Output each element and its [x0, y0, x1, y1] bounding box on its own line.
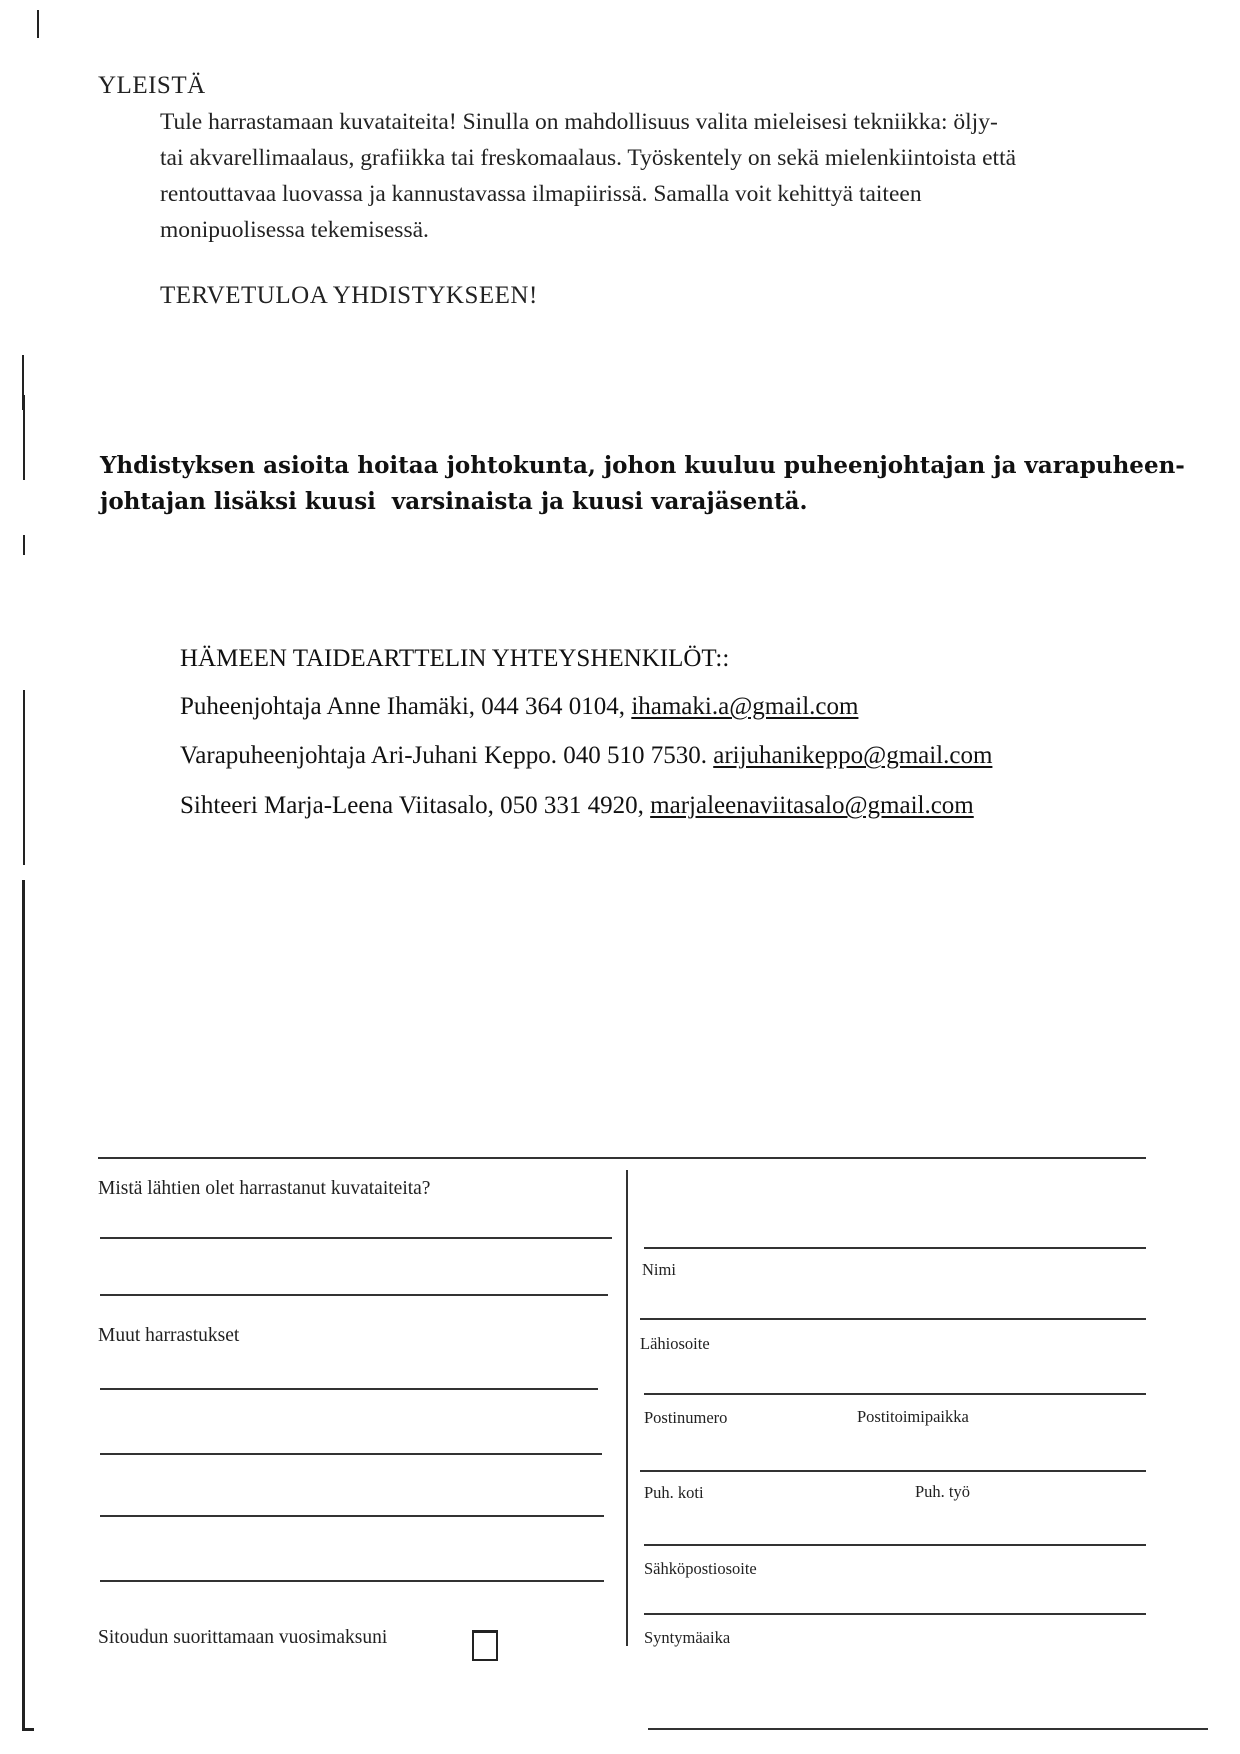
answer-line[interactable] [100, 1237, 612, 1239]
contact-chair [180, 693, 858, 721]
scan-edge-mark [23, 395, 25, 480]
answer-line[interactable] [100, 1294, 608, 1296]
phone-home-label: Puh. koti [644, 1483, 704, 1502]
scan-edge-mark [22, 1728, 34, 1731]
birthdate-line[interactable] [644, 1613, 1146, 1615]
general-paragraph [160, 104, 1200, 248]
board-info [100, 448, 1200, 520]
form-divider [626, 1170, 628, 1646]
contact-email-link[interactable]: arijuhanikeppo@gmail.com [713, 742, 993, 769]
answer-line[interactable] [100, 1388, 598, 1390]
birth-date-label: Syntymäaika [644, 1628, 731, 1647]
paragraph-line: rentouttavaa luovassa ja kannustavassa ilmapiirissä. Samalla voit kehittyä taiteen [160, 181, 922, 207]
postal-line[interactable] [644, 1393, 1146, 1395]
commitment-checkbox[interactable] [472, 1630, 498, 1661]
board-info-line: johtajan lisäksi kuusi varsinaista ja kuusi varajäsentä. [100, 488, 808, 515]
form-top-rule [98, 1157, 1146, 1159]
scan-edge-mark [23, 775, 25, 865]
contact-text: Puheenjohtaja Anne Ihamäki, 044 364 0104, [180, 693, 632, 720]
question-since-when: Mistä lähtien olet harrastanut kuvataiteita? [98, 1178, 431, 1199]
post-office-label: Postitoimipaikka [857, 1407, 969, 1426]
contact-text: Varapuheenjohtaja Ari-Juhani Keppo. 040 510 7530. [180, 742, 714, 769]
email-line[interactable] [644, 1544, 1146, 1546]
paragraph-line: tai akvarellimaalaus, grafiikka tai freskomaalaus. Työskentely on sekä mielenkiintoista että [160, 145, 1017, 171]
scan-edge-mark [22, 880, 25, 1730]
board-info-line: Yhdistyksen asioita hoitaa johtokunta, johon kuuluu puheenjohtajan ja varapuheen- [100, 452, 1185, 479]
contacts-heading: HÄMEEN TAIDEARTTELIN YHTEYSHENKILÖT:: [180, 645, 730, 672]
phone-work-label: Puh. työ [915, 1482, 971, 1501]
postal-code-label: Postinumero [644, 1408, 728, 1427]
answer-line[interactable] [100, 1453, 602, 1455]
answer-line[interactable] [100, 1580, 604, 1582]
name-label: Nimi [642, 1260, 676, 1279]
other-hobbies-label: Muut harrastukset [98, 1325, 240, 1346]
address-label: Lähiosoite [640, 1334, 710, 1353]
phone-line[interactable] [640, 1470, 1146, 1472]
general-heading: YLEISTÄ [98, 72, 206, 99]
commitment-label: Sitoudun suorittamaan vuosimaksuni [98, 1627, 388, 1648]
contact-text: Sihteeri Marja-Leena Viitasalo, 050 331 4920, [180, 792, 651, 819]
paragraph-line: monipuolisessa tekemisessä. [160, 217, 429, 243]
scan-edge-mark [23, 690, 25, 775]
name-line[interactable] [644, 1247, 1146, 1249]
contact-secretary [180, 792, 974, 820]
scan-edge-mark [37, 10, 39, 38]
bottom-rule [648, 1728, 1208, 1730]
answer-line[interactable] [100, 1515, 604, 1517]
address-line[interactable] [640, 1318, 1146, 1320]
welcome-text: TERVETULOA YHDISTYKSEEN! [160, 282, 538, 309]
scan-edge-mark [23, 535, 25, 555]
paragraph-line: Tule harrastamaan kuvataiteita! Sinulla on mahdollisuus valita mieleisesi tekniikka: öljy- [160, 109, 998, 135]
contact-email-link[interactable]: ihamaki.a@gmail.com [631, 693, 859, 720]
contact-vice-chair [180, 742, 992, 770]
contact-email-link[interactable]: marjaleenaviitasalo@gmail.com [650, 792, 974, 819]
email-label: Sähköpostiosoite [644, 1559, 757, 1578]
